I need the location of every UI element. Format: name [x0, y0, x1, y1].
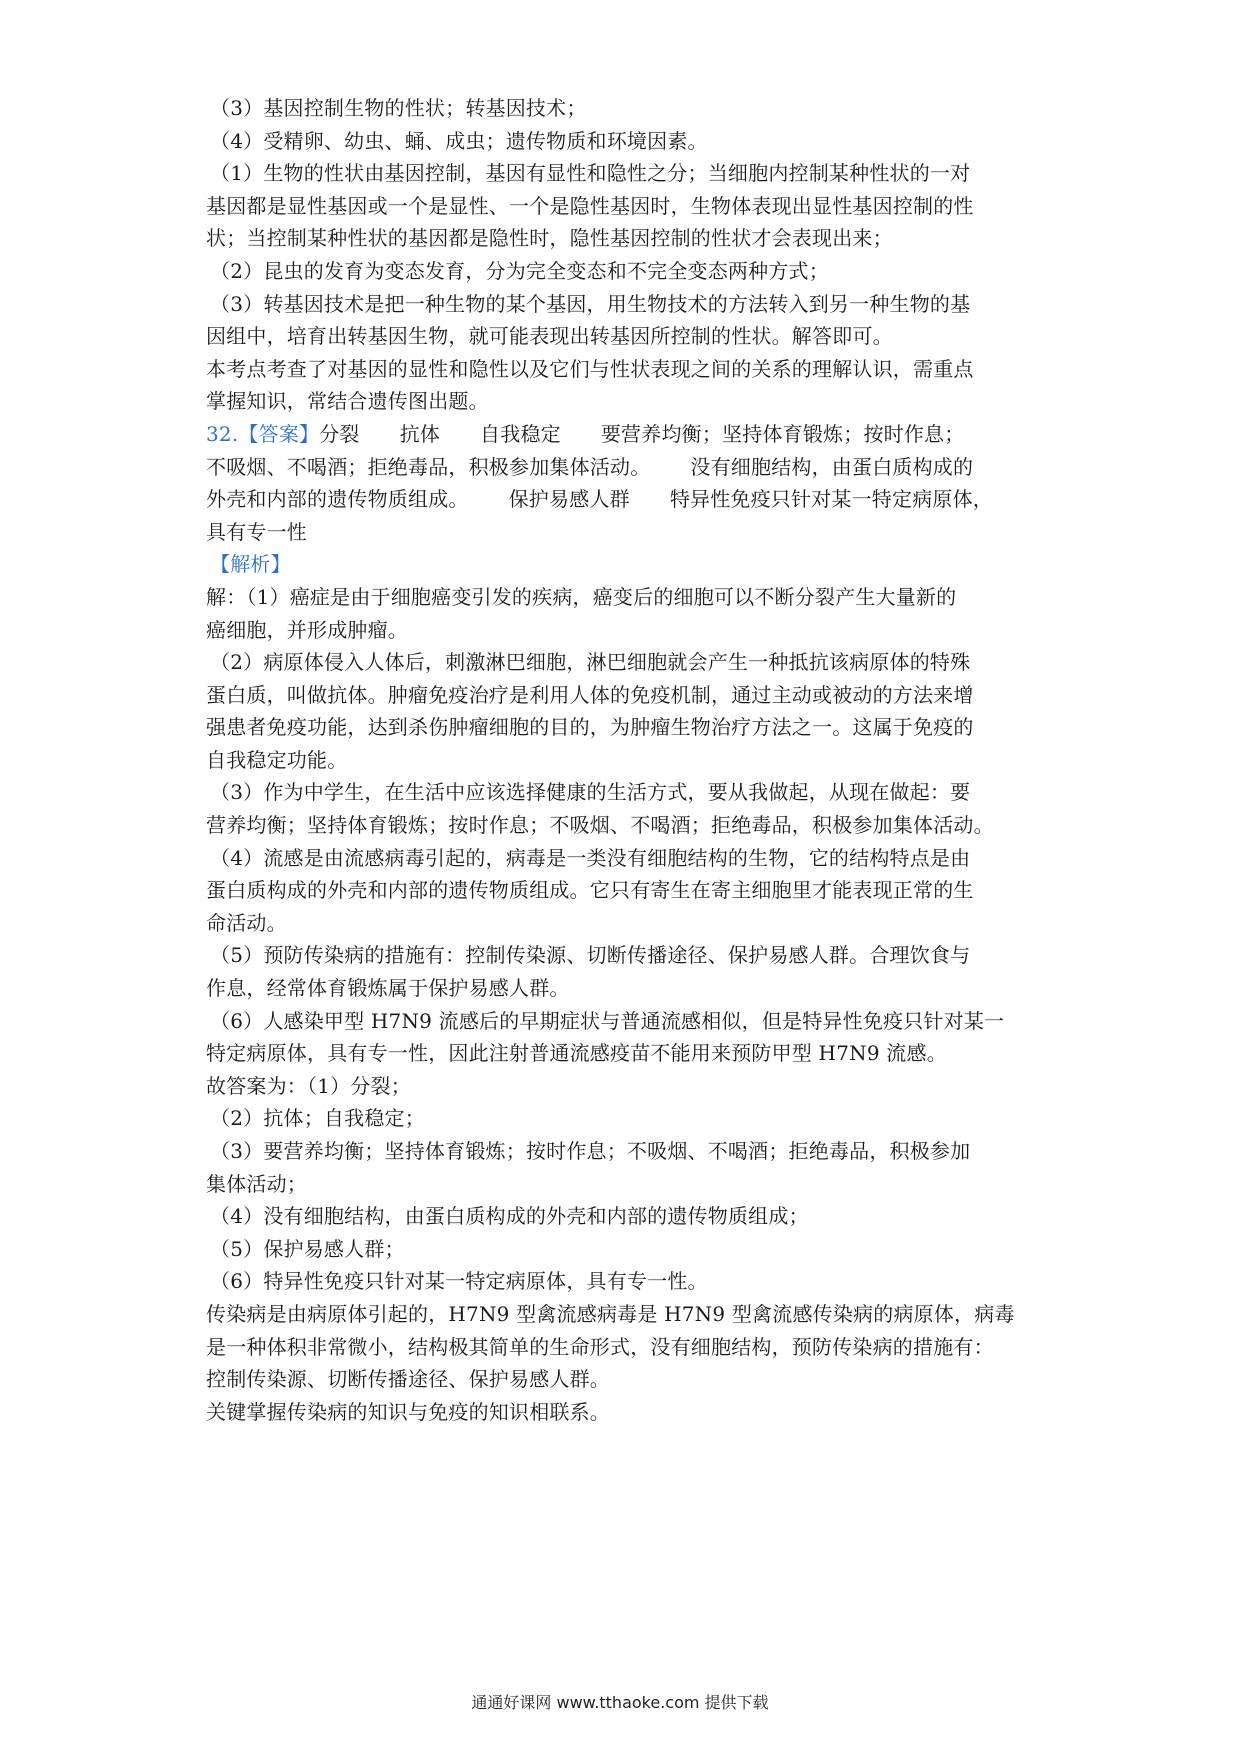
text-line: （5）保护易感人群；: [210, 1236, 405, 1261]
text-line: 本考点考查了对基因的显性和隐性以及它们与性状表现之间的关系的理解认识，需重点: [206, 356, 974, 381]
text-line: （3）作为中学生，在生活中应该选择健康的生活方式，要从我做起，从现在做起：要: [210, 780, 971, 805]
text-line: 营养均衡；坚持体育锻炼；按时作息；不吸烟、不喝酒；拒绝毒品，积极参加集体活动。: [206, 813, 994, 838]
text-line: 癌细胞，并形成肿瘤。: [206, 617, 408, 642]
text-line: （2）昆虫的发育为变态发育，分为完全变态和不完全变态两种方式；: [210, 258, 829, 283]
text-line: （6）人感染甲型 H7N9 流感后的早期症状与普通流感相似，但是特异性免疫只针对某一: [210, 1008, 1005, 1033]
text-line: 解：（1）癌症是由于细胞癌变引发的疾病，癌变后的细胞可以不断分裂产生大量新的: [206, 584, 957, 609]
text-line: （1）生物的性状由基因控制，基因有显性和隐性之分；当细胞内控制某种性状的一对: [210, 161, 971, 186]
answer-part: 分裂: [319, 421, 360, 446]
text-line: （2）抗体；自我稳定；: [210, 1106, 425, 1131]
text-line: 特定病原体，具有专一性，因此注射普通流感疫苗不能用来预防甲型 H7N9 流感。: [206, 1041, 947, 1066]
answer-part: 特异性免疫只针对某一特定病原体，: [669, 487, 994, 512]
answer-part: 外壳和内部的遗传物质组成。: [206, 487, 469, 512]
text-line: 作息，经常体育锻炼属于保护易感人群。: [206, 976, 570, 1001]
text-line: 蛋白质，叫做抗体。肿瘤免疫治疗是利用人体的免疫机制，通过主动或被动的方法来增: [206, 682, 974, 707]
text-line: 关键掌握传染病的知识与免疫的知识相联系。: [206, 1399, 610, 1424]
text-line: （2）病原体侵入人体后，刺激淋巴细胞，淋巴细胞就会产生一种抵抗该病原体的特殊: [210, 650, 971, 675]
answer-line: [206, 418, 1060, 451]
answer-part: 抗体: [399, 421, 441, 446]
text-line: （4）受精卵、幼虫、蛹、成虫；遗传物质和环境因素。: [210, 128, 708, 153]
analysis-tag: 【解析】: [210, 552, 291, 577]
text-line: 基因都是显性基因或一个是显性、一个是隐性基因时，生物体表现出显性基因控制的性: [206, 193, 974, 218]
text-line: 是一种体积非常微小，结构极其简单的生命形式，没有细胞结构，预防传染病的措施有：: [206, 1334, 994, 1359]
text-line: （6）特异性免疫只针对某一特定病原体，具有专一性。: [210, 1269, 708, 1294]
text-line: 强患者免疫功能，达到杀伤肿瘤细胞的目的，为肿瘤生物治疗方法之一。这属于免疫的: [206, 715, 974, 740]
text-line: 掌握知识，常结合遗传图出题。: [206, 389, 489, 414]
answer-part: 不吸烟、不喝酒；拒绝毒品，积极参加集体活动。: [206, 454, 651, 479]
answer-part: 没有细胞结构，由蛋白质构成的: [690, 454, 974, 479]
page-footer: 通通好课网 www.tthaoke.com 提供下载: [471, 1693, 769, 1712]
text-line: （4）没有细胞结构，由蛋白质构成的外壳和内部的遗传物质组成；: [210, 1204, 809, 1229]
text-line: 命活动。: [206, 910, 287, 935]
answer-tag: 【答案】: [238, 421, 320, 446]
text-line: （3）要营养均衡；坚持体育锻炼；按时作息；不吸烟、不喝酒；拒绝毒品，积极参加: [210, 1139, 971, 1163]
text-line: （5）预防传染病的措施有：控制传染源、切断传播途径、保护易感人群。合理饮食与: [210, 943, 971, 968]
text-line: 故答案为：（1）分裂；: [206, 1073, 411, 1098]
question-number: 32.: [206, 421, 239, 446]
answer-part: 保护易感人群: [508, 487, 630, 512]
text-line: 状；当控制某种性状的基因都是隐性时，隐性基因控制的性状才会表现出来；: [206, 226, 893, 251]
text-line: 控制传染源、切断传播途径、保护易感人群。: [206, 1367, 610, 1392]
text-line: 自我稳定功能。: [206, 747, 348, 772]
document-body: [206, 92, 1060, 1428]
answer-line: [206, 451, 1060, 484]
text-line: （3）转基因技术是把一种生物的某个基因，用生物技术的方法转入到另一种生物的基: [210, 291, 971, 316]
answer-part: 自我稳定: [480, 421, 561, 446]
answer-part: 要营养均衡；坚持体育锻炼；按时作息；: [600, 421, 965, 446]
text-line: 蛋白质构成的外壳和内部的遗传物质组成。它只有寄生在寄主细胞里才能表现正常的生: [206, 878, 974, 903]
text-line: （3）基因控制生物的性状；转基因技术；: [210, 96, 587, 120]
text-line: 传染病是由病原体引起的，H7N9 型禽流感病毒是 H7N9 型禽流感传染病的病原体，病毒: [206, 1301, 1015, 1326]
text-line: （4）流感是由流感病毒引起的，病毒是一类没有细胞结构的生物，它的结构特点是由: [210, 845, 971, 870]
text-line: 因组中，培育出转基因生物，就可能表现出转基因所控制的性状。解答即可。: [206, 324, 893, 349]
text-line: 集体活动；: [206, 1171, 307, 1196]
answer-line: [206, 483, 1060, 516]
answer-line: 具有专一性: [206, 519, 307, 544]
